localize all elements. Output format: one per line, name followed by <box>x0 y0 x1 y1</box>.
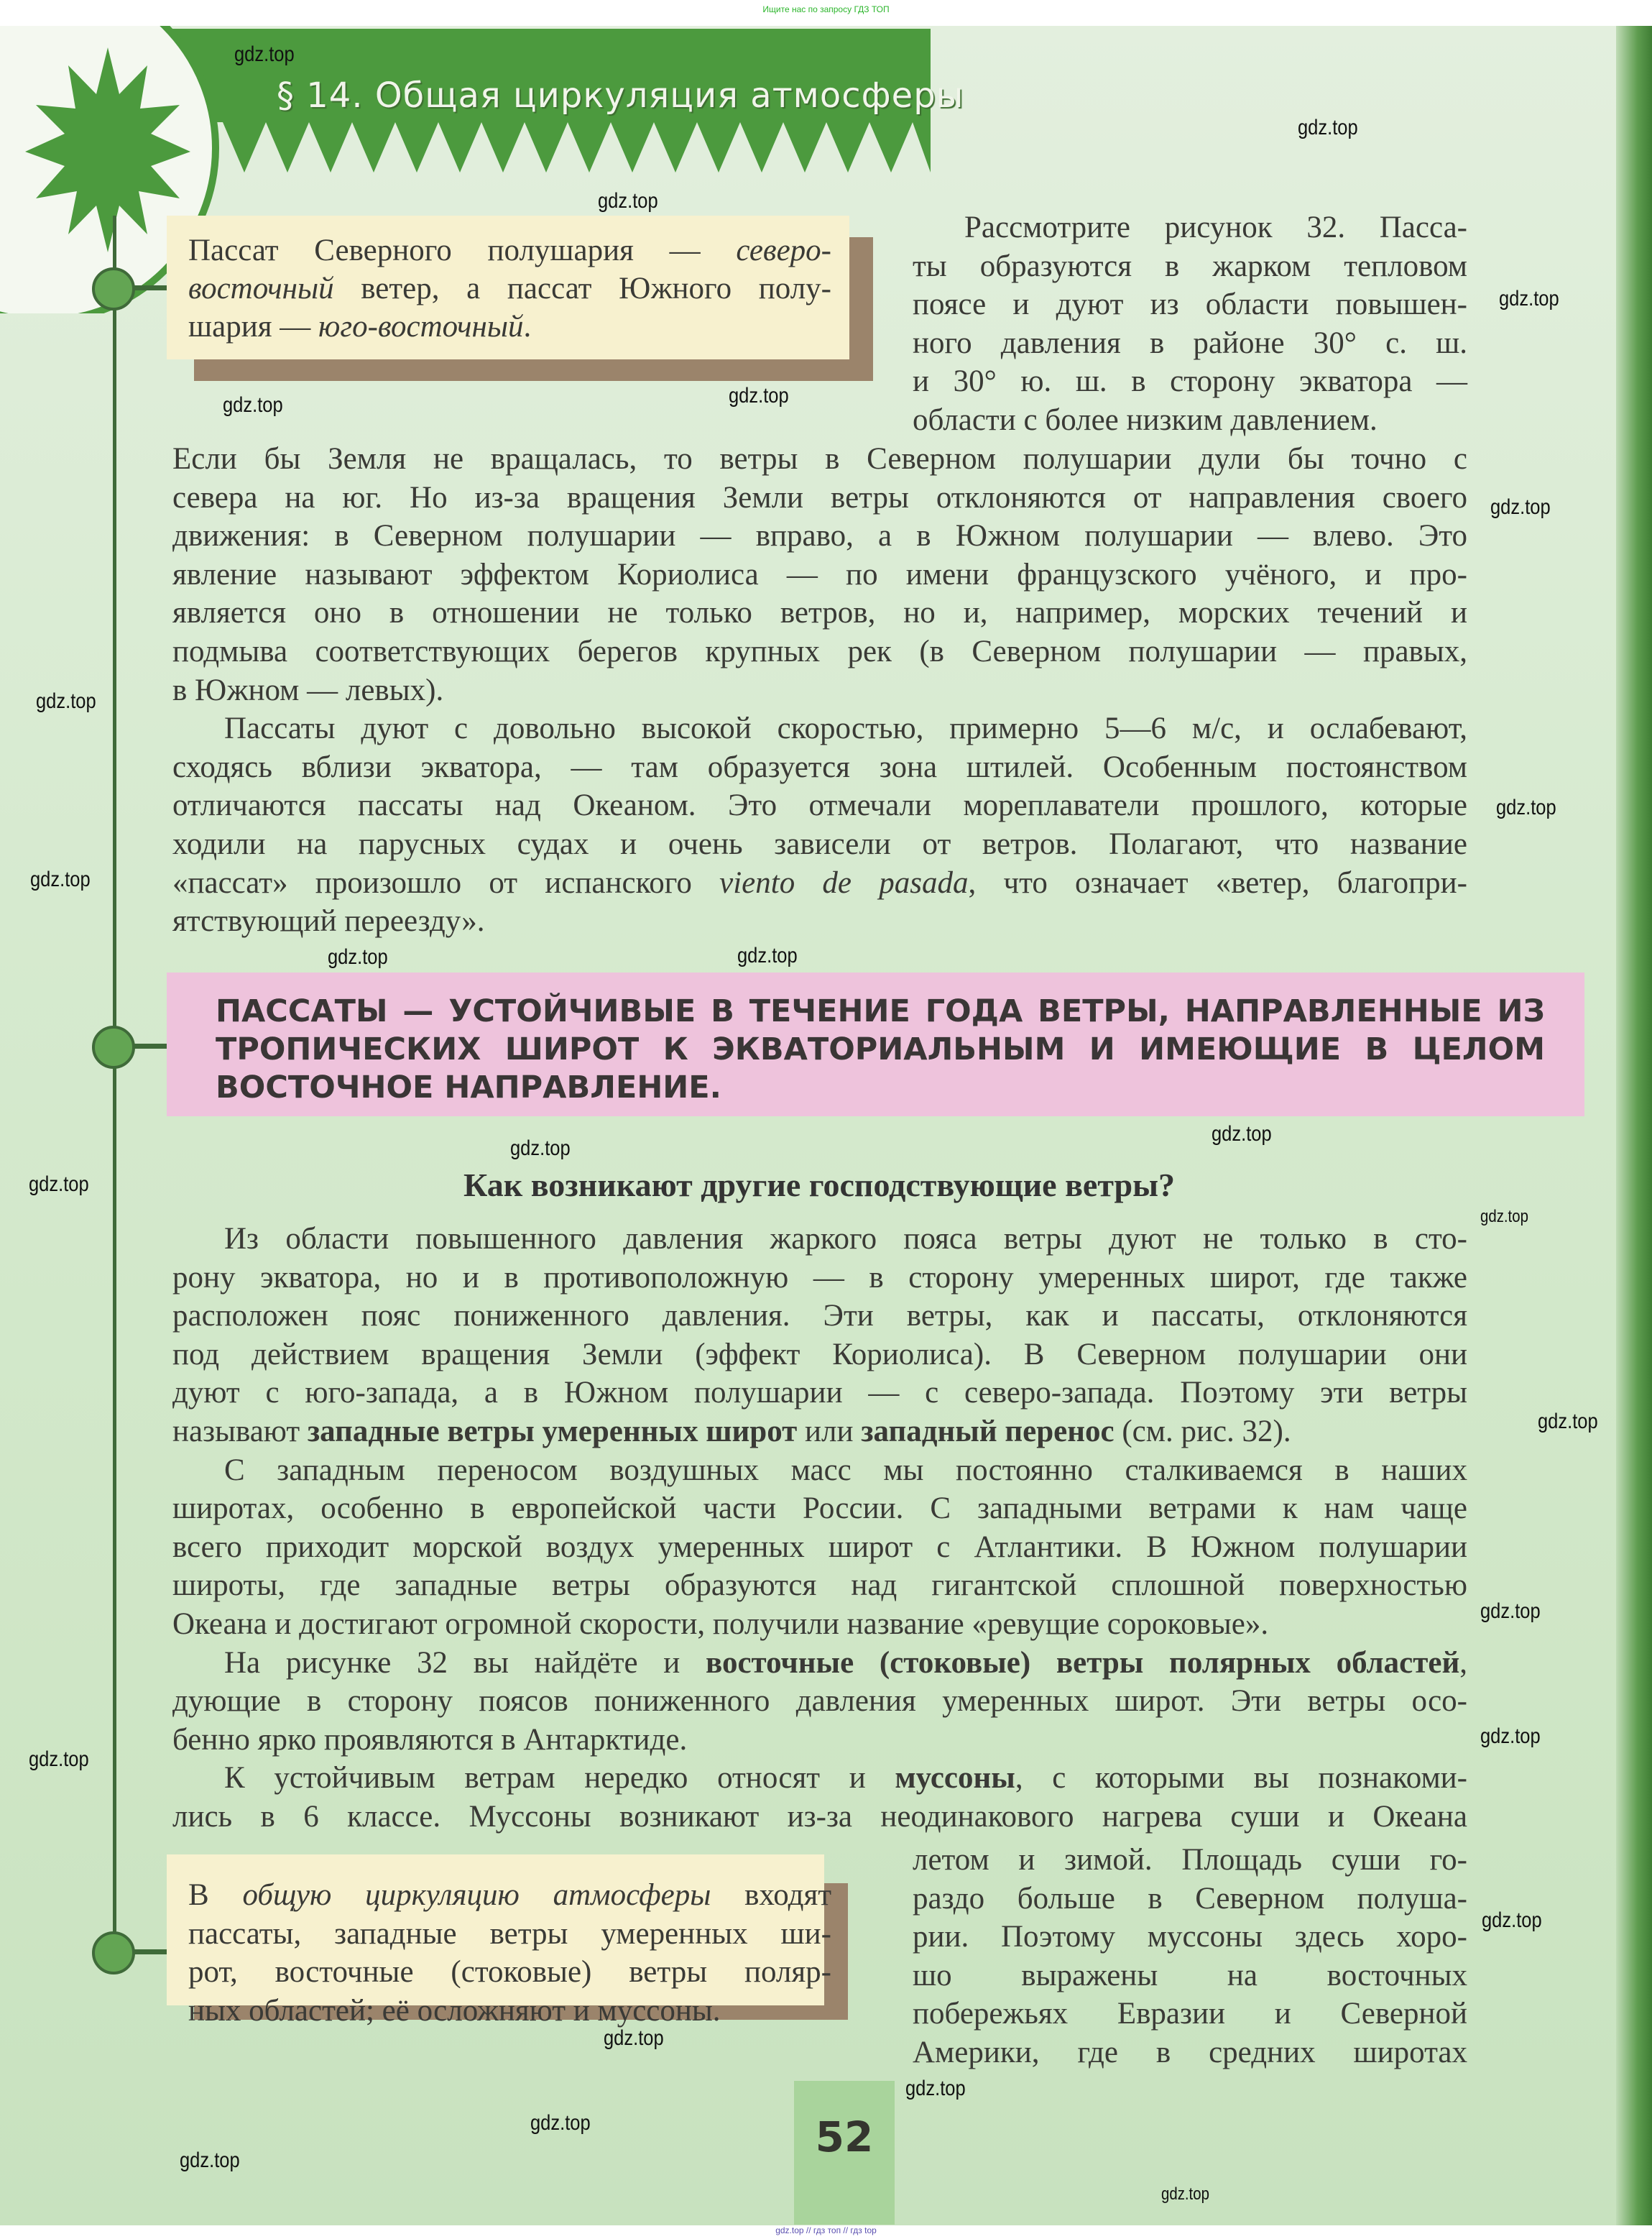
text-line <box>172 479 1467 518</box>
text-run: побережьях Евразии и Северной <box>913 1997 1467 2031</box>
text-line <box>224 1220 1467 1259</box>
text-run: дуют с юго-запада, а в Южном полушарии — с северо-запада. Поэтому эти ветры <box>172 1376 1467 1410</box>
text-run: пассаты, западные ветры умеренных ши- <box>188 1916 831 1951</box>
text-run: Пассат Северного полушария — <box>188 234 737 267</box>
text-line <box>172 1374 1467 1412</box>
text-line <box>913 1841 1467 1880</box>
text-run: Океана и достигают огромной скорости, получили название «ревущие сороковые». <box>172 1607 1269 1641</box>
text-line <box>188 1953 831 1992</box>
watermark: gdz.top <box>1212 1122 1272 1146</box>
top-search-note: Ищите нас по запросу ГДЗ ТОП <box>762 4 890 14</box>
text-run: расположен пояс пониженного давления. Эти ветры, как и пассаты, отклоняются <box>172 1299 1467 1333</box>
text-run: С западным переносом воздушных масс мы постоянно сталкиваемся в наших <box>224 1453 1467 1487</box>
text-line <box>224 1644 1467 1683</box>
text-line <box>913 2033 1467 2072</box>
text-line <box>913 1995 1467 2033</box>
margin-bullet <box>92 1931 135 1974</box>
text-line <box>188 1915 831 1954</box>
italic-term: юго-восточный <box>318 310 524 344</box>
definition-line: ВОСТОЧНОЕ НАПРАВЛЕНИЕ. <box>216 1070 721 1105</box>
text-line <box>188 231 831 270</box>
text-run: , с которыми вы познакоми- <box>1015 1761 1467 1796</box>
text-line <box>172 1259 1467 1297</box>
text-run: рии. Поэтому муссоны здесь хоро- <box>913 1920 1467 1954</box>
text-run: Из области повышенного давления жаркого пояса ветры дуют не только в сто- <box>224 1222 1467 1256</box>
watermark: gdz.top <box>1161 2184 1209 2204</box>
bottom-note: gdz.top // гдз топ // гдз top <box>775 2225 877 2235</box>
watermark: gdz.top <box>180 2148 240 2172</box>
text-run: Рассмотрите рисунок 32. Пасса- <box>964 211 1467 244</box>
text-line <box>172 1721 1467 1760</box>
text-line <box>913 324 1467 363</box>
watermark: gdz.top <box>1490 495 1551 519</box>
watermark: gdz.top <box>29 1747 89 1771</box>
text-line <box>172 1566 1467 1605</box>
text-line <box>172 1489 1467 1528</box>
text-run: рону экватора, но и в противоположную — в сторону умеренных широт, где также <box>172 1260 1467 1295</box>
watermark: gdz.top <box>29 1172 89 1196</box>
page-spine <box>1616 26 1652 2225</box>
text-run: На рисунке 32 вы найдёте и <box>224 1645 706 1680</box>
watermark: gdz.top <box>737 944 798 967</box>
text-line <box>172 748 1467 787</box>
text-run: в Южном — левых). <box>172 673 444 707</box>
margin-connector <box>129 285 169 290</box>
text-run: подмыва соответствующих берегов крупных рек (в Северном полушарии — правых, <box>172 635 1467 668</box>
text-run: ятствующий переезду». <box>172 904 485 939</box>
text-line <box>188 308 831 346</box>
watermark: gdz.top <box>1480 1207 1528 1226</box>
bold-term: западный перенос <box>861 1415 1115 1448</box>
definition-line: ТРОПИЧЕСКИХ ШИРОТ К ЭКВАТОРИАЛЬНЫМ И ИМЕЮЩИЕ В ЦЕЛОМ <box>216 1031 1545 1067</box>
watermark: gdz.top <box>234 42 295 66</box>
watermark: gdz.top <box>530 2111 591 2135</box>
text-run: ветер, а пассат Южного полу- <box>333 272 831 305</box>
section-title: § 14. Общая циркуляция атмосферы <box>277 75 964 116</box>
text-run: Если бы Земля не вращалась, то ветры в Северном полушарии дули бы точно с <box>172 442 1467 476</box>
text-run: Пассаты дуют с довольно высокой скоростью, примерно 5—6 м/с, и ослабевают, <box>224 712 1467 746</box>
text-line <box>224 1451 1467 1490</box>
text-run: широтах, особенно в европейской части России. С западными ветрами к нам чаще <box>172 1491 1467 1526</box>
text-run: и 30° ю. ш. в сторону экватора — <box>913 364 1467 399</box>
text-line <box>172 1297 1467 1335</box>
watermark: gdz.top <box>905 2077 966 2100</box>
text-line <box>188 270 831 308</box>
text-line <box>172 671 1467 710</box>
text-run: К устойчивым ветрам нередко относят и <box>224 1761 895 1796</box>
text-line <box>913 285 1467 324</box>
margin-line <box>113 216 116 1955</box>
page-number-box <box>794 2081 895 2225</box>
text-run: ходили на парусных судах и очень зависели от ветров. Полагают, что название <box>172 827 1467 861</box>
definition-line: ПАССАТЫ — УСТОЙЧИВЫЕ В ТЕЧЕНИЕ ГОДА ВЕТРЫ, НАПРАВЛЕННЫЕ ИЗ <box>216 993 1545 1029</box>
text-line <box>172 825 1467 864</box>
watermark: gdz.top <box>1499 287 1559 311</box>
margin-connector <box>129 1044 169 1049</box>
text-run: ты образуются в жарком тепловом <box>913 249 1467 283</box>
text-run: бенно ярко проявляются в Антарктиде. <box>172 1722 688 1757</box>
text-line <box>172 1412 1467 1451</box>
watermark: gdz.top <box>328 945 388 969</box>
subsection-heading: Как возникают другие господствующие ветры? <box>463 1167 1175 1203</box>
italic-term: северо- <box>736 234 831 267</box>
text-run: рот, восточные (стоковые) ветры поляр- <box>188 1955 831 1990</box>
margin-bullet <box>92 1026 135 1069</box>
text-run: лись в 6 классе. Муссоны возникают из-за неодинакового нагрева суши и Океана <box>172 1800 1467 1834</box>
text-run: «пассат» произошло от испанского <box>172 865 720 900</box>
text-run: севера на юг. Но из-за вращения Земли ветры отклоняются от направления своего <box>172 480 1467 515</box>
text-run: входят <box>711 1878 832 1912</box>
text-run: , <box>1459 1645 1467 1680</box>
bold-term: восточные (стоковые) ветры полярных областей <box>706 1645 1460 1680</box>
page-number: 52 <box>815 2112 874 2161</box>
margin-bullet <box>92 267 135 311</box>
text-line <box>913 1957 1467 1995</box>
watermark: gdz.top <box>30 868 91 891</box>
italic-term: восточный <box>188 272 334 305</box>
text-line <box>964 208 1467 247</box>
text-run: области с более низким давлением. <box>913 403 1378 437</box>
text-run: (см. рис. 32). <box>1114 1415 1291 1448</box>
text-line <box>913 362 1467 401</box>
text-line <box>913 1880 1467 1918</box>
text-run: . <box>523 310 532 344</box>
text-run: или <box>797 1415 862 1448</box>
watermark: gdz.top <box>223 393 283 417</box>
text-run: явление называют эффектом Кориолиса — по имени французского учёного, и про- <box>172 557 1467 592</box>
text-run: отличаются пассаты над Океаном. Это отмечали мореплаватели прошлого, которые <box>172 789 1467 823</box>
watermark: gdz.top <box>1496 796 1556 819</box>
text-line <box>172 1335 1467 1374</box>
text-line <box>172 1798 1467 1836</box>
text-run: сходясь вблизи экватора, — там образуется зона штилей. Особенным постоянством <box>172 750 1467 784</box>
text-line <box>172 864 1467 903</box>
watermark: gdz.top <box>510 1136 571 1160</box>
text-run: , что означает «ветер, благопри- <box>968 865 1467 900</box>
watermark: gdz.top <box>1298 116 1358 139</box>
watermark: gdz.top <box>729 384 789 408</box>
watermark: gdz.top <box>1480 1724 1541 1748</box>
text-line <box>172 786 1467 825</box>
text-line <box>172 1605 1467 1644</box>
text-line <box>172 633 1467 671</box>
text-line <box>913 401 1467 440</box>
text-run: раздо больше в Северном полуша- <box>913 1881 1467 1916</box>
text-run: называют <box>172 1415 308 1448</box>
text-run: шо выражены на восточных <box>913 1958 1467 1992</box>
bold-term: муссоны <box>895 1761 1015 1796</box>
bold-term: западные ветры умеренных широт <box>307 1415 798 1448</box>
text-line <box>172 517 1467 556</box>
text-run: поясе и дуют из области повышен- <box>913 288 1467 322</box>
text-run: Америки, где в средних широтах <box>913 2036 1467 2069</box>
text-line <box>224 1759 1467 1798</box>
text-line <box>224 709 1467 748</box>
text-line <box>172 902 1467 941</box>
text-line <box>188 1992 831 2031</box>
text-run: всего приходит морской воздух умеренных широт с Атлантики. В Южном полушарии <box>172 1530 1467 1564</box>
text-line <box>172 1682 1467 1721</box>
text-line <box>913 1918 1467 1957</box>
text-run: является оно в отношении не только ветров, но и, например, морских течений и <box>172 596 1467 630</box>
watermark: gdz.top <box>1482 1908 1542 1932</box>
text-line <box>913 247 1467 286</box>
text-run: ных областей; её осложняют и муссоны. <box>188 1993 721 2028</box>
watermark: gdz.top <box>1480 1599 1541 1623</box>
text-run: дующие в сторону поясов пониженного давления умеренных широт. Эти ветры осо- <box>172 1684 1467 1719</box>
italic-term: viento de pasada <box>719 865 969 900</box>
watermark: gdz.top <box>1538 1410 1598 1433</box>
text-run: ного давления в районе 30° с. ш. <box>913 326 1467 360</box>
text-run: летом и зимой. Площадь суши го- <box>913 1843 1467 1877</box>
text-line <box>172 1528 1467 1567</box>
italic-term: общую циркуляцию атмосферы <box>242 1878 711 1912</box>
watermark: gdz.top <box>598 189 658 213</box>
watermark: gdz.top <box>36 689 96 713</box>
text-line <box>172 594 1467 633</box>
text-run: В <box>188 1878 243 1912</box>
text-line <box>172 440 1467 479</box>
text-run: широты, где западные ветры образуются над гигантской сплошной поверхностью <box>172 1568 1467 1603</box>
text-line <box>188 1876 831 1915</box>
margin-connector <box>129 1949 169 1954</box>
text-run: движения: в Северном полушарии — вправо, а в Южном полушарии — влево. Это <box>172 519 1467 553</box>
watermark: gdz.top <box>604 2026 664 2050</box>
text-line <box>172 556 1467 594</box>
text-run: шария — <box>188 310 318 344</box>
text-run: под действием вращения Земли (эффект Кориолиса). В Северном полушарии они <box>172 1337 1467 1371</box>
